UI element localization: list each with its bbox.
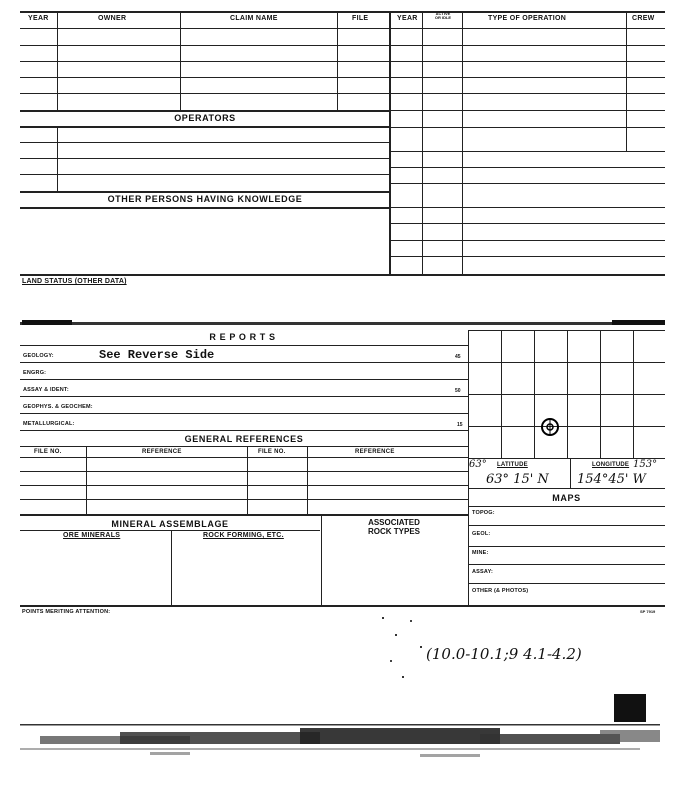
maps-assay-label: ASSAY: [472, 569, 494, 575]
maps-other-label: OTHER (& PHOTOS) [472, 588, 529, 594]
longitude-value: 154°45' W [577, 472, 646, 487]
land-status-label: LAND STATUS (OTHER DATA) [22, 278, 127, 285]
section-maps: MAPS [552, 493, 581, 503]
scan-noise-band [0, 722, 678, 772]
reports-metallurgical-num: 15 [457, 422, 463, 428]
reports-geophys-label: GEOPHYS. & GEOCHEM: [23, 404, 93, 410]
ref-header-file-no-1: FILE NO. [34, 449, 62, 455]
col-header-crew: CREW [632, 15, 655, 22]
reports-geology-label: GEOLOGY: [23, 353, 54, 359]
points-meriting-label: POINTS MERITING ATTENTION: [22, 609, 111, 615]
col-header-owner: OWNER [98, 15, 127, 22]
reports-assay-label: ASSAY & IDENT: [23, 387, 69, 393]
ref-header-reference-2: REFERENCE [355, 449, 395, 455]
col-header-file: FILE [352, 15, 369, 22]
section-other-persons: OTHER PERSONS HAVING KNOWLEDGE [107, 194, 303, 204]
section-mineral-assemblage: MINERAL ASSEMBLAGE [111, 519, 229, 529]
ref-header-file-no-2: FILE NO. [258, 449, 286, 455]
registration-mark [614, 694, 646, 722]
col-header-year: YEAR [28, 15, 49, 22]
col-header-active-idle: ACTIVE OR IDLE [434, 11, 452, 20]
form-code: SP 7919 [640, 609, 656, 614]
section-reports: R E P O R T S [209, 332, 276, 342]
longitude-label: LONGITUDE [592, 462, 630, 468]
col-header-type-operation: TYPE OF OPERATION [488, 15, 567, 22]
rock-forming-header: ROCK FORMING, ETC. [203, 532, 284, 539]
maps-topog-label: TOPOG: [472, 510, 495, 516]
ore-minerals-header: ORE MINERALS [63, 532, 121, 539]
reports-metallurgical-label: METALLURGICAL: [23, 421, 75, 427]
maps-geol-label: GEOL: [472, 531, 491, 537]
section-operators: OPERATORS [174, 113, 236, 123]
ref-header-reference-1: REFERENCE [142, 449, 182, 455]
reports-assay-num: 50 [455, 388, 461, 394]
handwritten-note: (10.0-10.1;9 4.1-4.2) [426, 645, 582, 663]
latitude-value: 63° 15' N [486, 472, 549, 487]
maps-mine-label: MINE: [472, 550, 489, 556]
location-marker-icon [539, 416, 561, 438]
lat-prefix: 63° [469, 459, 487, 470]
associated-rock-types: ASSOCIATED ROCK TYPES [367, 518, 420, 536]
latitude-label: LATITUDE [497, 462, 528, 468]
reports-geology-num: 45 [455, 354, 461, 360]
col-header-claim-name: CLAIM NAME [230, 15, 278, 22]
section-general-references: GENERAL REFERENCES [184, 434, 304, 444]
reports-engrg-label: ENGRG: [23, 370, 47, 376]
col-header-activity-year: YEAR [397, 15, 418, 22]
lon-suffix: 153° [633, 459, 658, 470]
reports-geology-value: See Reverse Side [99, 348, 215, 362]
